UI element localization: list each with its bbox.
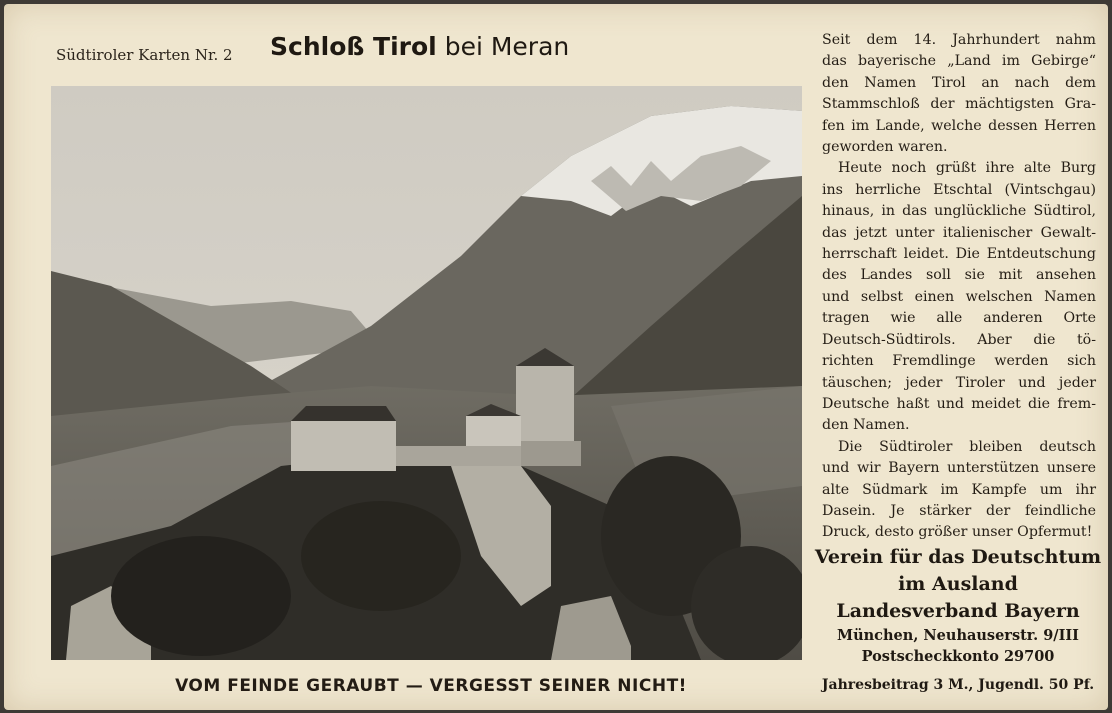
text-line: den Namen Tirol an nach dem — [822, 74, 1096, 91]
text-line: und selbst einen welschen Namen — [822, 288, 1096, 305]
text-line: und wir Bayern unterstützen unsere — [822, 460, 1096, 477]
text-line: Druck, desto größer unser Opfermut! — [822, 524, 1093, 541]
text-line: fen im Lande, welche dessen Herren — [822, 117, 1096, 134]
title-location: bei Meran — [444, 32, 570, 61]
text-line: den Namen. — [822, 417, 910, 434]
text-line: Stammschloß der mächtigsten Gra- — [822, 96, 1096, 113]
organization-name-line1: Verein für das Deutschtum — [814, 546, 1102, 568]
text-line: Deutsche haßt und meidet die frem- — [822, 395, 1096, 412]
text-line: richten Fremdlinge werden sich — [822, 353, 1096, 370]
postcard — [4, 4, 1108, 710]
text-line: Deutsch-Südtirols. Aber die tö- — [822, 331, 1096, 348]
text-line: Heute noch grüßt ihre alte Burg — [838, 160, 1096, 177]
membership-fee: Jahresbeitrag 3 M., Jugendl. 50 Pf. — [821, 677, 1095, 693]
text-line: das bayerische „Land im Gebirge“ — [822, 53, 1096, 70]
text-line: tragen wie alle anderen Orte — [822, 310, 1096, 327]
castle-photograph — [51, 86, 802, 660]
series-label: Südtiroler Karten Nr. 2 — [56, 46, 233, 64]
text-line: das jetzt unter italienischer Gewalt- — [822, 224, 1096, 241]
organization-block — [812, 544, 1104, 667]
text-line: herrschaft leidet. Die Entdeutschung — [822, 246, 1096, 263]
landscape-photo-illustration — [51, 86, 802, 660]
organization-branch: Landesverband Bayern — [836, 600, 1080, 622]
text-line: alte Südmark im Kampfe um ihr — [822, 481, 1096, 498]
organization-address: München, Neuhauserstr. 9/III — [837, 627, 1079, 644]
history-text-column — [822, 30, 1096, 544]
text-line: Seit dem 14. Jahrhundert nahm — [822, 32, 1096, 48]
text-line: ins herrliche Etschtal (Vintschgau) — [822, 181, 1096, 198]
title-castle-name: Schloß Tirol — [270, 32, 437, 61]
postcard-title — [270, 32, 569, 61]
text-line: geworden waren. — [822, 139, 948, 156]
text-line: Die Südtiroler bleiben deutsch — [838, 438, 1096, 455]
text-line: täuschen; jeder Tiroler und jeder — [822, 374, 1096, 391]
photo-caption-slogan: VOM FEINDE GERAUBT — VERGESST SEINER NICHT! — [175, 676, 687, 696]
text-line: des Landes soll sie mit ansehen — [822, 267, 1096, 284]
organization-account: Postscheckkonto 29700 — [861, 648, 1055, 665]
organization-name-line2: im Ausland — [898, 573, 1018, 595]
text-line: Dasein. Je stärker der feindliche — [822, 502, 1096, 519]
text-line: hinaus, in das unglückliche Südtirol, — [822, 203, 1096, 220]
